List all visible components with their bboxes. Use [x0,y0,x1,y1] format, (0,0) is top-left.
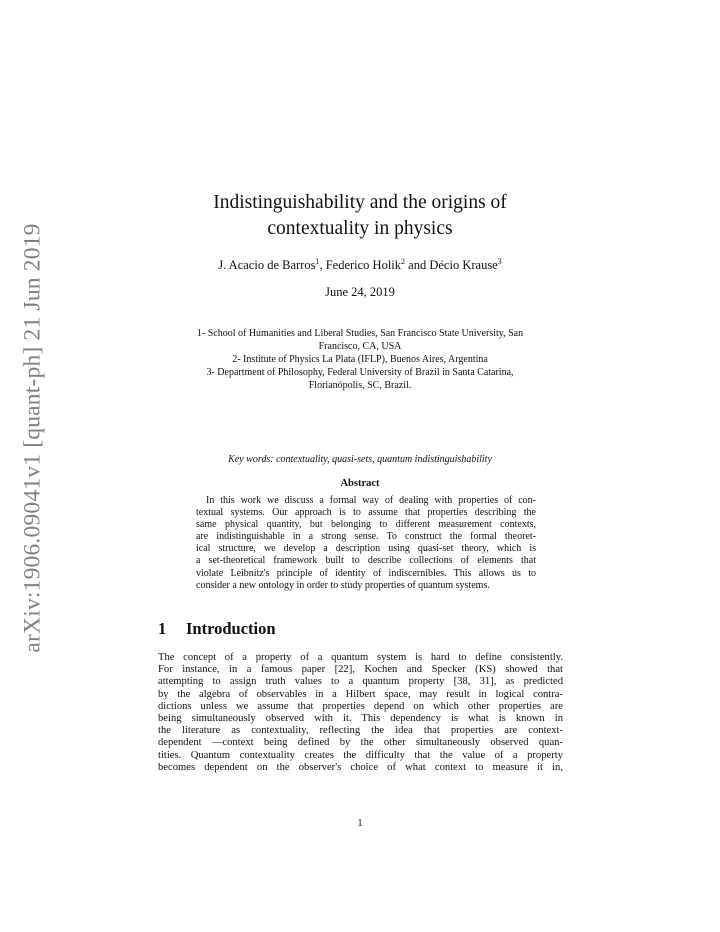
affiliations [160,327,560,392]
affiliation-line: 3- Department of Philosophy, Federal University of Brazil in Santa Catarina, [206,367,514,378]
abstract-line: a set-theoretical framework built to describe collections of elements that [196,555,536,567]
abstract-line: ical structure, we develop a description using quasi-set theory, which is [196,543,536,555]
paper-title [0,190,720,242]
affiliation-line: Florianópolis, SC, Brazil. [308,380,412,391]
section-heading [158,619,276,639]
body-line: becomes dependent on the observer's choice of what context to measure it in, [158,761,563,773]
body-text [158,652,563,774]
abstract-heading: Abstract [340,478,380,489]
author-separator: and [405,258,430,272]
abstract-line: In this work we discuss a formal way of dealing with properties of con- [206,495,536,506]
affiliation-line: 2- Institute of Physics La Plata (IFLP), Buenos Aires, Argentina [232,354,488,365]
author-2: Federico Holik [325,258,402,272]
arxiv-identifier: arXiv:1906.09041v1 [quant-ph] 21 Jun 2019 [19,223,46,653]
title-line-2: contextuality in physics [267,218,453,239]
body-line: by the algebra of observables in a Hilbert space, may result in logical contra- [158,688,563,700]
abstract-line: violate Leibnitz's principle of identity of indiscernibles. This allows us to [196,567,536,579]
body-line: dictions unless we assume that properties depend on which other properties are [158,700,563,712]
abstract-line: are indistinguishable in a strong sense. To construct the formal theoret- [196,531,536,543]
paper-date: June 24, 2019 [325,285,395,299]
title-line-1: Indistinguishability and the origins of [213,192,507,213]
author-separator: , [319,258,326,272]
author-3-affiliation-mark: 3 [497,257,502,266]
author-2-affiliation-mark: 2 [401,257,406,266]
abstract-line: textual systems. Our approach is to assume that properties describing the [196,507,536,519]
author-1-affiliation-mark: 1 [315,257,320,266]
affiliation-line: Francisco, CA, USA [318,341,402,352]
body-line: being simultaneously observed with it. This dependency is what is known in [158,713,563,725]
body-line: attempting to assign truth values to a quantum property [38, 31], as predicted [158,676,563,688]
keywords: Key words: contextuality, quasi-sets, quantum indistinguishability [228,454,492,465]
body-line: The concept of a property of a quantum system is hard to define consistently. [158,652,563,663]
abstract-line: consider a new ontology in order to study properties of quantum systems. [196,579,490,591]
section-title: Introduction [186,619,276,638]
body-line: dependent —context being defined by the other simultaneously observed quan- [158,737,563,749]
section-number: 1 [158,619,167,638]
page-number: 1 [357,818,363,829]
author-1: J. Acacio de Barros [218,258,316,272]
abstract-line: same physical quantity, but belonging to different measurement contexts, [196,519,536,531]
body-line: tities. Quantum contextuality creates the difficulty that the value of a property [158,749,563,761]
body-line: the literature as contextuality, reflecting the idea that properties are context- [158,725,563,737]
author-list [0,257,720,273]
abstract-text [196,495,536,592]
affiliation-line: 1- School of Humanities and Liberal Studies, San Francisco State University, San [196,328,524,339]
author-3: Décio Krause [429,258,498,272]
body-line: For instance, in a famous paper [22], Kochen and Specker (KS) showed that [158,664,563,676]
